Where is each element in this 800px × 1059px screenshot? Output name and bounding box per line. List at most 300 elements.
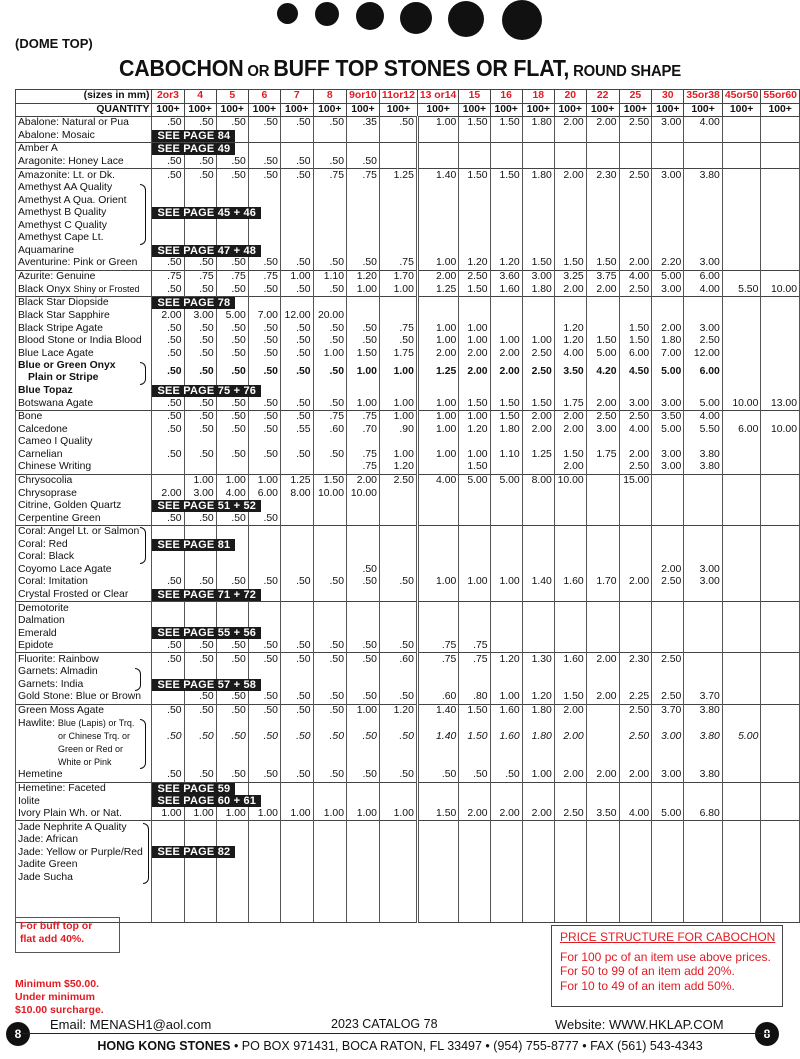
- price-cell: 3.80: [684, 449, 723, 462]
- price-cell: 5.00: [652, 270, 684, 283]
- price-cell: [490, 615, 522, 628]
- price-cell: 1.25: [522, 449, 554, 462]
- price-cell: [554, 743, 586, 756]
- price-cell: [554, 884, 586, 897]
- price-cell: 3.00: [652, 461, 684, 474]
- price-cell: [684, 207, 723, 220]
- price-cell: [152, 884, 184, 897]
- price-cell: 1.00: [459, 335, 490, 348]
- price-cell: 1.00: [379, 360, 417, 385]
- price-cell: [619, 245, 652, 258]
- price-cell: [216, 461, 248, 474]
- price-cell: [722, 769, 761, 782]
- price-cell: [417, 512, 458, 525]
- price-cell: [184, 219, 216, 232]
- price-cell: 2.00: [652, 564, 684, 577]
- price-cell: [722, 909, 761, 922]
- price-cell: [490, 666, 522, 679]
- price-cell: 3.00: [684, 576, 723, 589]
- price-cell: [280, 385, 313, 398]
- price-cell: [722, 564, 761, 577]
- quantity-header-row: [16, 103, 800, 117]
- price-cell: .50: [280, 156, 313, 169]
- stone-name-cell: [16, 461, 152, 474]
- price-cell: .50: [346, 156, 379, 169]
- price-cell: .50: [184, 640, 216, 653]
- buff-top-note-line: For buff top or: [20, 920, 93, 932]
- price-cell: 2.50: [619, 730, 652, 743]
- price-cell: [684, 436, 723, 449]
- price-cell: .50: [216, 335, 248, 348]
- price-cell: [586, 872, 619, 885]
- table-row: [16, 219, 800, 232]
- price-cell: .50: [216, 640, 248, 653]
- price-cell: [313, 666, 346, 679]
- price-cell: [379, 589, 417, 602]
- price-cell: 1.20: [490, 653, 522, 666]
- price-cell: [248, 717, 280, 730]
- size-dot-icon: [448, 1, 484, 37]
- price-cell: [761, 310, 800, 323]
- price-cell: [761, 297, 800, 310]
- price-cell: [184, 743, 216, 756]
- price-cell: [684, 821, 723, 834]
- price-cell: .50: [248, 257, 280, 270]
- price-cell: [652, 182, 684, 195]
- price-structure-line: For 10 to 49 of an item add 50%.: [560, 978, 735, 993]
- price-cell: [522, 897, 554, 910]
- price-cell: [280, 194, 313, 207]
- quantity-cell: 100+: [152, 103, 184, 117]
- price-cell: .60: [379, 653, 417, 666]
- price-cell: 4.00: [554, 347, 586, 360]
- price-cell: [379, 743, 417, 756]
- price-cell: [346, 909, 379, 922]
- price-cell: [459, 551, 490, 564]
- curly-brace-icon: [140, 362, 146, 385]
- price-cell: 10.00: [722, 397, 761, 410]
- price-cell: [722, 461, 761, 474]
- price-cell: [280, 872, 313, 885]
- price-cell: [152, 834, 184, 847]
- price-cell: 3.00: [184, 310, 216, 323]
- price-cell: [417, 602, 458, 615]
- price-cell: [459, 717, 490, 730]
- price-cell: [761, 539, 800, 552]
- price-cell: [459, 512, 490, 525]
- stone-name: Amethyst C Quality: [18, 219, 107, 231]
- stone-name-cell: [16, 182, 152, 195]
- price-cell: .75: [379, 257, 417, 270]
- price-cell: [554, 821, 586, 834]
- price-cell: [619, 717, 652, 730]
- table-row: [16, 653, 800, 666]
- price-cell: 1.60: [554, 576, 586, 589]
- price-cell: [522, 564, 554, 577]
- price-cell: [619, 564, 652, 577]
- price-cell: 1.00: [216, 808, 248, 821]
- price-cell: [684, 615, 723, 628]
- price-cell: .75: [313, 169, 346, 182]
- table-row: [16, 909, 800, 922]
- price-cell: .50: [280, 360, 313, 385]
- table-row: [16, 156, 800, 169]
- price-cell: [459, 156, 490, 169]
- price-cell: [379, 385, 417, 398]
- price-cell: [722, 627, 761, 640]
- price-cell: [280, 461, 313, 474]
- title-or: OR: [243, 63, 274, 80]
- price-cell: [216, 884, 248, 897]
- buff-top-note-line: flat add 40%.: [20, 933, 85, 945]
- price-cell: 1.50: [490, 397, 522, 410]
- price-cell: [216, 834, 248, 847]
- price-cell: [379, 194, 417, 207]
- price-cell: [722, 602, 761, 615]
- price-cell: [280, 564, 313, 577]
- price-cell: [684, 143, 723, 156]
- stone-name: Iolite: [18, 795, 40, 807]
- price-cell: .50: [152, 360, 184, 385]
- price-cell: [722, 270, 761, 283]
- price-cell: [280, 436, 313, 449]
- curly-brace-icon: [140, 184, 146, 245]
- price-cell: [586, 909, 619, 922]
- price-cell: [619, 859, 652, 872]
- price-cell: [184, 525, 216, 538]
- price-cell: [152, 564, 184, 577]
- price-cell: 1.00: [379, 808, 417, 821]
- price-cell: 6.00: [619, 347, 652, 360]
- table-row: [16, 117, 800, 130]
- price-cell: .50: [248, 704, 280, 717]
- title-buff-top: BUFF TOP STONES OR FLAT,: [273, 55, 570, 81]
- size-column-header: 5: [216, 90, 248, 104]
- table-row: [16, 551, 800, 564]
- price-cell: 2.00: [346, 474, 379, 487]
- price-cell: 2.00: [152, 487, 184, 500]
- price-cell: [619, 897, 652, 910]
- see-page-label: SEE PAGE 57 + 58: [152, 679, 261, 691]
- price-cell: [722, 257, 761, 270]
- price-cell: 2.00: [586, 397, 619, 410]
- price-cell: [379, 821, 417, 834]
- price-cell: [722, 615, 761, 628]
- price-cell: [761, 627, 800, 640]
- quantity-cell: 100+: [619, 103, 652, 117]
- price-cell: [554, 859, 586, 872]
- stone-name: Azurite: Genuine: [18, 270, 96, 282]
- price-cell: .50: [379, 691, 417, 704]
- quantity-cell: 100+: [490, 103, 522, 117]
- price-cell: [490, 640, 522, 653]
- price-cell: [652, 539, 684, 552]
- price-cell: [586, 679, 619, 692]
- stone-name: Jade Nephrite A Quality: [18, 821, 127, 833]
- price-cell: [490, 194, 522, 207]
- price-cell: [722, 808, 761, 821]
- quantity-cell: 100+: [761, 103, 800, 117]
- price-cell: 4.50: [619, 360, 652, 385]
- price-cell: [280, 679, 313, 692]
- table-row: [16, 679, 800, 692]
- price-cell: [313, 525, 346, 538]
- price-cell: [722, 743, 761, 756]
- price-cell: 2.50: [619, 117, 652, 130]
- price-cell: .50: [313, 335, 346, 348]
- price-cell: .50: [280, 769, 313, 782]
- stone-name-cell: [16, 512, 152, 525]
- price-cell: [184, 909, 216, 922]
- price-cell: 1.00: [459, 322, 490, 335]
- price-cell: 1.00: [280, 808, 313, 821]
- price-cell: .50: [248, 691, 280, 704]
- price-cell: [522, 821, 554, 834]
- price-cell: [490, 602, 522, 615]
- price-cell: [459, 297, 490, 310]
- footer-email[interactable]: Email: MENASH1@aol.com: [50, 1017, 212, 1032]
- price-cell: .50: [184, 424, 216, 437]
- price-cell: [280, 717, 313, 730]
- stone-name: Coral: Angel Lt. or Salmon: [18, 526, 140, 538]
- price-cell: [313, 679, 346, 692]
- price-cell: .75: [152, 270, 184, 283]
- price-cell: [490, 834, 522, 847]
- stone-name-cell: [16, 219, 152, 232]
- price-cell: [248, 194, 280, 207]
- price-cell: [313, 872, 346, 885]
- price-cell: [313, 846, 346, 859]
- price-cell: [722, 666, 761, 679]
- size-column-header: 22: [586, 90, 619, 104]
- price-cell: [490, 564, 522, 577]
- stone-name-cell: [16, 245, 152, 258]
- table-row: [16, 143, 800, 156]
- price-cell: [280, 512, 313, 525]
- price-cell: [761, 322, 800, 335]
- stone-name-cell: [16, 576, 152, 589]
- price-cell: [248, 219, 280, 232]
- see-page-cell: [152, 384, 257, 398]
- table-row: [16, 859, 800, 872]
- price-cell: [216, 219, 248, 232]
- price-cell: [280, 232, 313, 245]
- price-cell: [684, 846, 723, 859]
- price-cell: [554, 500, 586, 513]
- price-cell: [379, 512, 417, 525]
- price-cell: [652, 207, 684, 220]
- price-cell: .50: [248, 424, 280, 437]
- price-cell: 3.00: [184, 487, 216, 500]
- stone-name-cell: [16, 884, 152, 897]
- price-cell: [490, 512, 522, 525]
- price-cell: [346, 846, 379, 859]
- price-cell: [684, 834, 723, 847]
- price-cell: [722, 576, 761, 589]
- price-cell: [554, 846, 586, 859]
- price-cell: [417, 884, 458, 897]
- price-cell: [346, 872, 379, 885]
- footer-contact: • PO BOX 971431, BOCA RATON, FL 33497 • (954) 755-8777 • FAX (561) 543-4343: [230, 1039, 703, 1053]
- table-row: [16, 207, 800, 220]
- price-cell: [761, 156, 800, 169]
- price-cell: 1.00: [152, 808, 184, 821]
- price-cell: [761, 500, 800, 513]
- price-cell: [459, 795, 490, 808]
- price-cell: 1.50: [490, 117, 522, 130]
- price-cell: [248, 525, 280, 538]
- price-cell: [684, 182, 723, 195]
- price-cell: .50: [379, 576, 417, 589]
- table-row: [16, 360, 800, 385]
- price-cell: [761, 194, 800, 207]
- price-cell: [417, 130, 458, 143]
- price-cell: [722, 297, 761, 310]
- price-cell: [722, 474, 761, 487]
- price-cell: [554, 872, 586, 885]
- size-column-header: 13 or14: [417, 90, 458, 104]
- price-cell: [346, 310, 379, 323]
- price-cell: [619, 487, 652, 500]
- price-cell: 10.00: [554, 474, 586, 487]
- price-cell: .75: [459, 640, 490, 653]
- price-cell: [490, 385, 522, 398]
- price-cell: [652, 859, 684, 872]
- price-cell: 1.40: [417, 169, 458, 182]
- price-cell: [490, 461, 522, 474]
- price-cell: [554, 589, 586, 602]
- price-cell: [586, 461, 619, 474]
- price-cell: [522, 756, 554, 769]
- price-cell: [722, 487, 761, 500]
- price-cell: [417, 385, 458, 398]
- price-cell: 1.20: [554, 322, 586, 335]
- price-cell: [313, 245, 346, 258]
- size-column-header: 4: [184, 90, 216, 104]
- price-cell: [152, 717, 184, 730]
- price-cell: [586, 182, 619, 195]
- stone-name-cell: [16, 117, 152, 130]
- price-cell: [761, 525, 800, 538]
- price-cell: [459, 821, 490, 834]
- price-cell: [652, 474, 684, 487]
- price-cell: [346, 245, 379, 258]
- price-cell: [619, 385, 652, 398]
- price-cell: [684, 500, 723, 513]
- price-cell: [313, 743, 346, 756]
- price-cell: [346, 821, 379, 834]
- price-cell: .50: [280, 283, 313, 297]
- price-cell: [522, 322, 554, 335]
- price-cell: 1.00: [313, 808, 346, 821]
- stone-name: Jade Sucha: [18, 871, 73, 883]
- price-cell: [619, 551, 652, 564]
- price-cell: [619, 602, 652, 615]
- stone-name-cell: [16, 551, 152, 564]
- price-cell: 1.25: [417, 360, 458, 385]
- price-cell: [761, 449, 800, 462]
- price-cell: [417, 525, 458, 538]
- price-cell: [586, 640, 619, 653]
- price-cell: 1.70: [586, 576, 619, 589]
- table-row: [16, 897, 800, 910]
- price-cell: [761, 207, 800, 220]
- price-cell: [652, 525, 684, 538]
- size-column-header: 9or10: [346, 90, 379, 104]
- price-cell: [652, 717, 684, 730]
- price-cell: .50: [379, 335, 417, 348]
- price-cell: [586, 245, 619, 258]
- table-row: [16, 615, 800, 628]
- price-cell: [379, 666, 417, 679]
- quantity-cell: 100+: [417, 103, 458, 117]
- stone-name-cell: [16, 322, 152, 335]
- table-row: [16, 704, 800, 717]
- price-cell: [490, 679, 522, 692]
- price-cell: 2.50: [619, 461, 652, 474]
- price-cell: [490, 717, 522, 730]
- table-row: [16, 640, 800, 653]
- price-cell: [619, 846, 652, 859]
- price-cell: 1.50: [586, 257, 619, 270]
- price-cell: 2.50: [554, 808, 586, 821]
- size-dot-icon: [400, 2, 432, 34]
- price-cell: [586, 525, 619, 538]
- price-cell: [216, 436, 248, 449]
- price-cell: .50: [313, 257, 346, 270]
- price-cell: [346, 679, 379, 692]
- price-cell: [459, 782, 490, 795]
- price-cell: [761, 335, 800, 348]
- price-cell: .50: [313, 360, 346, 385]
- price-cell: [722, 589, 761, 602]
- price-cell: [684, 245, 723, 258]
- price-cell: .50: [152, 335, 184, 348]
- footer-website[interactable]: Website: WWW.HKLAP.COM: [555, 1017, 724, 1032]
- price-cell: [586, 207, 619, 220]
- price-cell: [152, 691, 184, 704]
- price-cell: 1.80: [522, 117, 554, 130]
- size-column-header: 11or12: [379, 90, 417, 104]
- quantity-label: QUANTITY: [16, 103, 152, 117]
- price-cell: .75: [216, 270, 248, 283]
- price-cell: [522, 679, 554, 692]
- price-cell: [490, 297, 522, 310]
- price-cell: [379, 717, 417, 730]
- price-cell: [346, 666, 379, 679]
- stone-name-cell: [16, 717, 152, 730]
- price-cell: 5.00: [459, 474, 490, 487]
- price-cell: [619, 436, 652, 449]
- stone-name: Green Moss Agate: [18, 704, 105, 716]
- price-cell: 1.00: [459, 411, 490, 424]
- price-cell: [586, 730, 619, 743]
- price-cell: [490, 143, 522, 156]
- price-cell: .50: [379, 117, 417, 130]
- price-cell: 7.00: [248, 310, 280, 323]
- price-cell: [346, 512, 379, 525]
- price-cell: 1.75: [586, 449, 619, 462]
- price-cell: [152, 182, 184, 195]
- size-dot-icon: [315, 2, 339, 26]
- price-cell: .50: [184, 335, 216, 348]
- price-cell: [554, 385, 586, 398]
- price-cell: [554, 310, 586, 323]
- price-cell: .50: [216, 156, 248, 169]
- stone-name-cell: [16, 436, 152, 449]
- price-cell: 1.00: [379, 397, 417, 410]
- price-cell: [248, 461, 280, 474]
